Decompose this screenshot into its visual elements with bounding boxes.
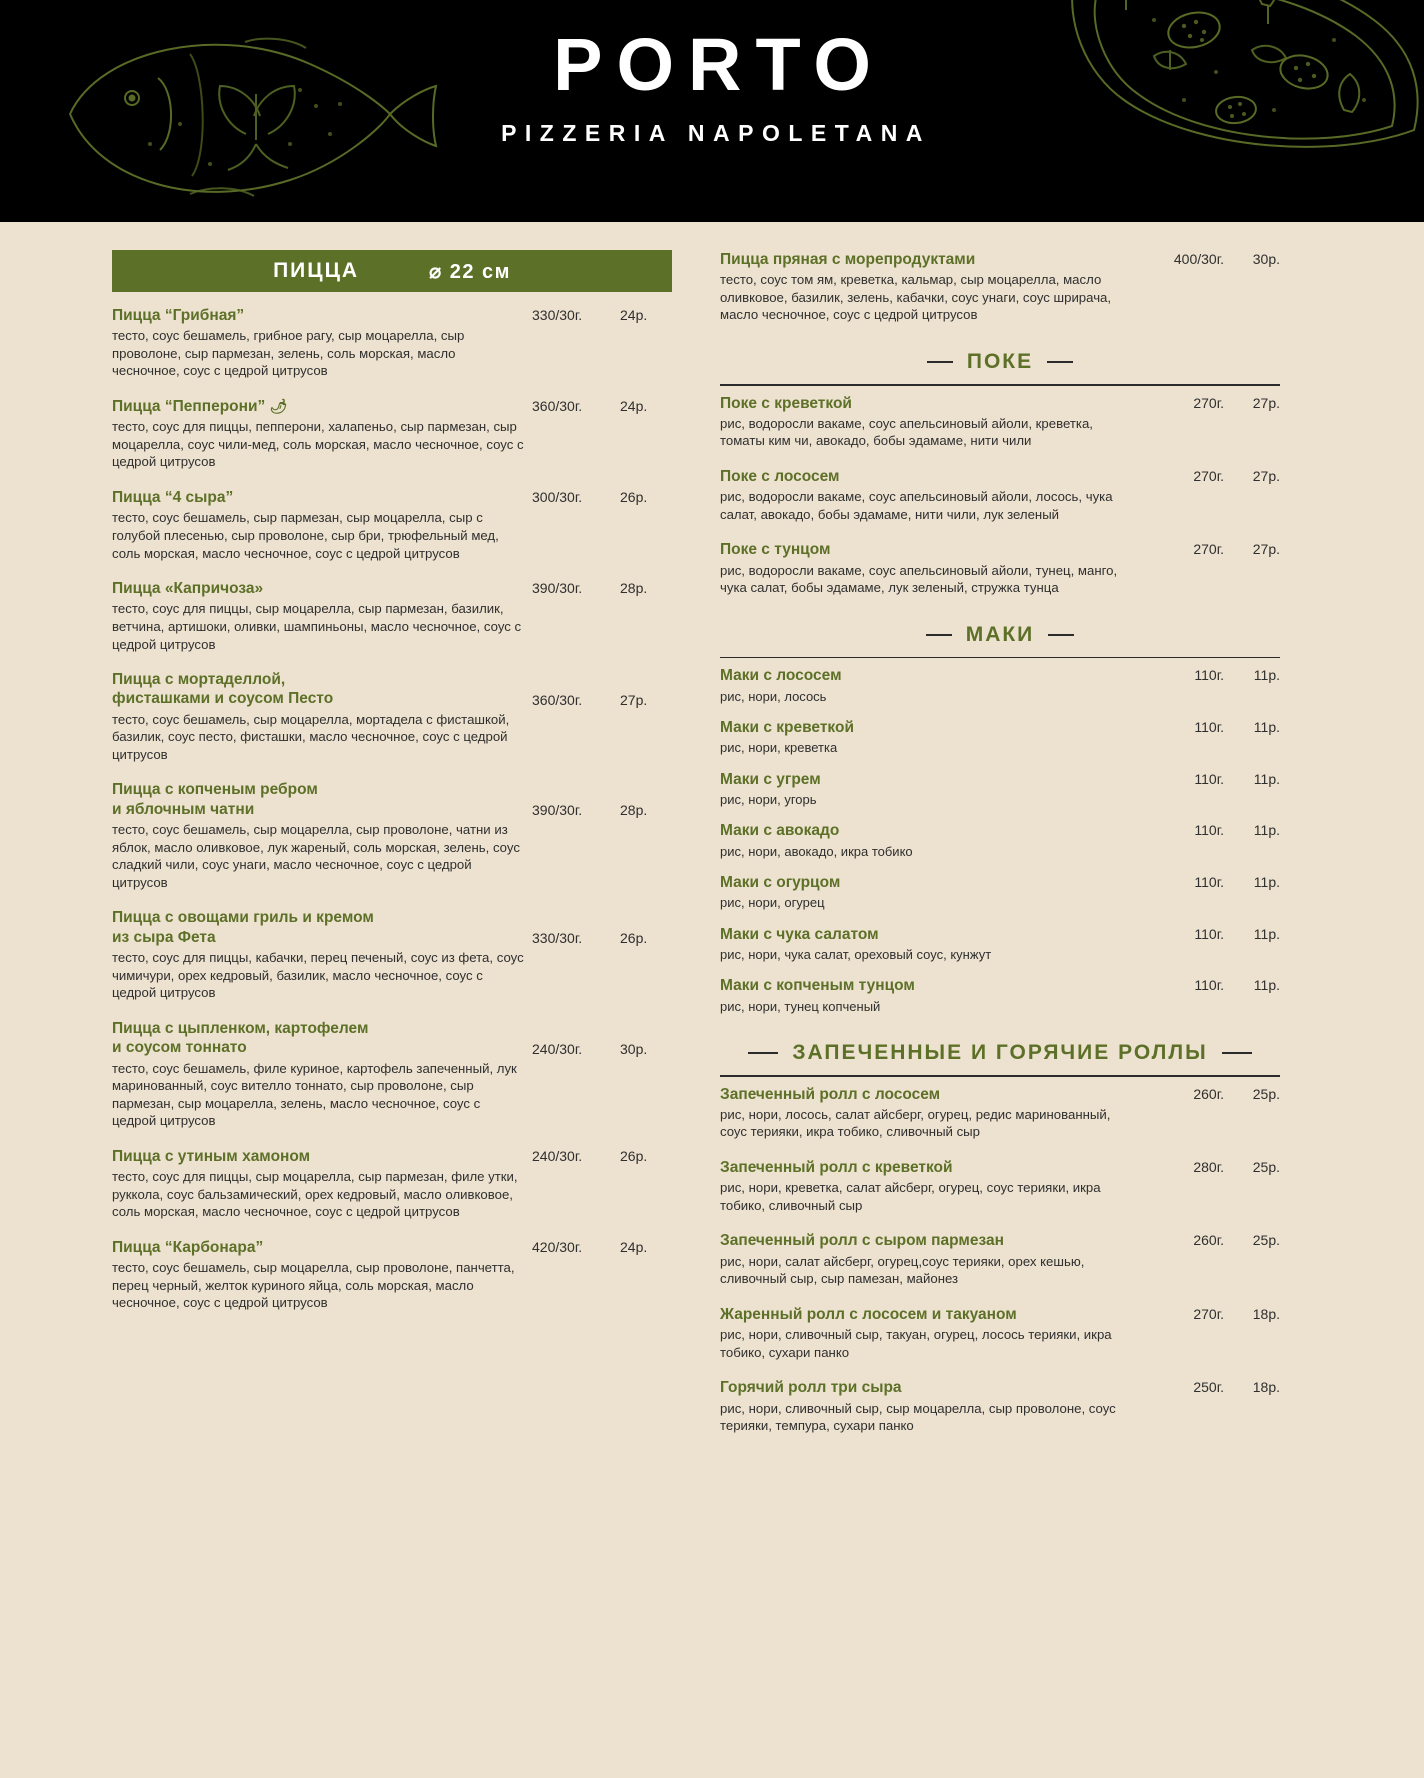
menu-item-price: 27р. [1252, 467, 1280, 484]
menu-item-name: Горячий ролл три сыра [720, 1379, 902, 1397]
menu-item-name: Поке с креветкой [720, 394, 852, 412]
menu-item-text [720, 1305, 1150, 1361]
menu-item-name: Пицца «Капричоза» [112, 580, 264, 598]
menu-item-text [720, 1231, 1150, 1287]
menu-item-description: тесто, соус бешамель, сыр пармезан, сыр моцарелла, сыр с голубой плесенью, сыр проволоне, сыр бри, трюфельный мед, соль морская, масло чесночное, соус с цедрой цитрусов [112, 510, 499, 561]
menu-item-weight: 270г. [1193, 467, 1224, 484]
menu-item [720, 1378, 1280, 1434]
section-rule-right [1047, 361, 1073, 363]
menu-item-text [112, 908, 532, 1001]
menu-item-description: тесто, соус бешамель, грибное рагу, сыр моцарелла, сыр проволоне, сыр пармезан, зелень, соль морская, масло чесночное, соус с цедрой цитрусов [112, 328, 465, 379]
menu-item [720, 1085, 1280, 1141]
menu-item [720, 873, 1280, 912]
menu-item [720, 666, 1280, 705]
menu-item [112, 780, 672, 891]
menu-item [112, 579, 672, 653]
menu-item-description: рис, нори, салат айсберг, огурец,соус терияки, орех кешью, сливочный сыр, сыр памезан, майонез [720, 1253, 1085, 1287]
menu-item-description: рис, нори, тунец копченый [720, 998, 881, 1014]
menu-item-name: Пицца с цыпленком, картофелем и соусом тоннато [112, 1019, 369, 1057]
menu-item-name: Поке с лососем [720, 467, 840, 485]
menu-item-text [720, 467, 1150, 523]
menu-item-weight: 280г. [1193, 1158, 1224, 1175]
menu-item-price: 28р. [620, 580, 648, 597]
menu-item [720, 925, 1280, 964]
spicy-pepper-icon: 🌶 [269, 398, 288, 415]
menu-item-text [720, 540, 1150, 596]
menu-item-text [112, 1019, 532, 1130]
menu-item-description: рис, нори, авокадо, икра тобико [720, 843, 913, 859]
menu-item-price: 11р. [1253, 719, 1280, 736]
menu-item-weight: 270г. [1193, 541, 1224, 558]
brand-block [0, 23, 1424, 147]
menu-item-text [720, 718, 1150, 757]
menu-item-price: 24р. [620, 398, 648, 415]
menu-item-weight: 110г. [1194, 822, 1224, 839]
menu-item-text [720, 873, 1150, 912]
menu-item [112, 1019, 672, 1130]
menu-item [720, 976, 1280, 1015]
menu-item [112, 1147, 672, 1221]
menu-item-price: 11р. [1253, 822, 1280, 839]
menu-item-price: 25р. [1252, 1085, 1280, 1102]
right-column [720, 250, 1280, 1778]
menu-item-text [720, 821, 1150, 860]
menu-item-text [720, 976, 1150, 1015]
menu-item-name: Маки с лососем [720, 667, 842, 685]
menu-item [112, 306, 672, 380]
menu-item-weight: 110г. [1194, 874, 1224, 891]
menu-item-text [112, 1238, 532, 1312]
menu-item-description: рис, водоросли вакаме, соус апельсиновый айоли, лосось, чука салат, авокадо, бобы эдамаме, нити чили, лук зеленый [720, 489, 1113, 522]
menu-item-description: рис, нори, чука салат, ореховый соус, кунжут [720, 947, 992, 963]
menu-item-price: 24р. [620, 307, 648, 323]
menu-item [720, 1158, 1280, 1214]
menu-item-weight: 260г. [1193, 1232, 1224, 1249]
menu-content [0, 222, 1424, 1778]
menu-item-description: рис, нори, огурец [720, 895, 825, 911]
section-divider [720, 384, 1280, 386]
menu-item-text [112, 670, 532, 763]
menu-item-price: 27р. [1252, 541, 1280, 558]
menu-header [0, 0, 1424, 222]
menu-item-weight: 110г. [1194, 925, 1224, 942]
menu-item-price: 11р. [1253, 977, 1280, 994]
menu-item-price: 11р. [1253, 667, 1280, 684]
menu-item-name: Маки с огурцом [720, 874, 841, 892]
menu-item-description: тесто, соус для пиццы, сыр моцарелла, сыр пармезан, филе утки, руккола, соус бальзамический, орех кедровый, масло оливковое, соль морская, масло чесночное, соус с цедрой цитрусов [112, 1169, 518, 1220]
section-header [720, 350, 1280, 374]
menu-item-weight: 240/30г. [532, 1040, 583, 1057]
menu-item-weight: 270г. [1193, 1305, 1224, 1322]
menu-item [720, 540, 1280, 596]
menu-item-text [720, 770, 1150, 809]
left-column [112, 250, 672, 1778]
menu-item-weight: 330/30г. [532, 307, 583, 323]
menu-item-text [720, 1378, 1150, 1434]
menu-item [112, 488, 672, 562]
menu-item [720, 770, 1280, 809]
section-title: МАКИ [965, 622, 1035, 646]
menu-item-name: Маки с копченым тунцом [720, 977, 915, 995]
brand-subtitle: PIZZERIA NAPOLETANA [501, 120, 931, 146]
menu-item [112, 1238, 672, 1312]
menu-item-text [720, 666, 1150, 705]
menu-item-text [112, 1147, 532, 1221]
menu-item-description: тесто, соус бешамель, сыр моцарелла, мортадела с фисташкой, базилик, соус песто, фисташки, масло чесночное, соус с цедрой цитрусов [112, 711, 510, 762]
menu-item-text [720, 925, 1150, 964]
menu-item-weight: 330/30г. [532, 930, 583, 947]
section-rule-left [927, 361, 953, 363]
menu-item-weight: 420/30г. [532, 1238, 583, 1255]
menu-item-name: Пицца “Карбонара” [112, 1238, 264, 1256]
menu-item-weight: 110г. [1194, 667, 1224, 684]
menu-item-description: рис, водоросли вакаме, соус апельсиновый айоли, креветка, томаты ким чи, авокадо, бобы эдамаме, нити чили [720, 415, 1093, 449]
menu-item-weight: 240/30г. [532, 1147, 583, 1164]
menu-item-price: 25р. [1252, 1158, 1280, 1175]
menu-item-weight: 110г. [1194, 770, 1224, 787]
menu-item-description: рис, нори, лосось [720, 688, 827, 704]
pizza-size-label: ⌀ 22 см [429, 260, 511, 283]
section-header [720, 623, 1280, 647]
menu-item-weight: 300/30г. [532, 489, 583, 506]
menu-item-weight: 360/30г. [532, 398, 583, 415]
menu-item-price: 27р. [1252, 394, 1280, 411]
menu-item-weight: 400/30г. [1173, 251, 1224, 267]
menu-item-weight: 360/30г. [532, 692, 583, 709]
menu-item-text [720, 1085, 1150, 1141]
section-title: ЗАПЕЧЕННЫЕ И ГОРЯЧИЕ РОЛЛЫ [792, 1041, 1208, 1065]
menu-item [720, 250, 1280, 324]
menu-item-name: Жаренный ролл с лососем и такуаном [720, 1305, 1017, 1323]
menu-item-description: рис, нори, сливочный сыр, сыр моцарелла, сыр проволоне, соус терияки, темпура, сухари панко [720, 1400, 1116, 1434]
menu-item-description: рис, нори, угорь [720, 792, 817, 808]
pizza-item-list [112, 306, 672, 1312]
menu-item-name: Пицца “4 сыра” [112, 489, 234, 507]
menu-item-description: тесто, соус для пиццы, сыр моцарелла, сыр пармезан, базилик, ветчина, артишоки, оливки, шампиньоны, масло чесночное, соус с цедрой цитрусов [112, 601, 522, 652]
section-rule-right [1048, 634, 1074, 636]
menu-item-price: 25р. [1252, 1232, 1280, 1249]
pizza-section-title: ПИЦЦА [273, 259, 360, 282]
menu-item-description: тесто, соус бешамель, сыр моцарелла, сыр проволоне, чатни из яблок, масло оливковое, лук жареный, соль морская, зелень, соус сладкий чили, соус унаги, масло чесночное, соус с цедрой цитрусов [112, 822, 520, 890]
menu-item-price: 30р. [1252, 251, 1280, 267]
right-sections [720, 350, 1280, 1435]
menu-item-name: Пицца пряная с морепродуктами [720, 251, 976, 268]
menu-item-text [112, 397, 532, 471]
menu-item-price: 11р. [1253, 925, 1280, 942]
menu-item-name: Поке с тунцом [720, 541, 831, 559]
menu-item-name: Маки с авокадо [720, 822, 840, 840]
menu-item-description: рис, нори, сливочный сыр, такуан, огурец, лосось терияки, икра тобико, сухари панко [720, 1327, 1112, 1360]
menu-item-price: 26р. [620, 1147, 648, 1164]
menu-item-name: Маки с чука салатом [720, 925, 879, 943]
menu-item-name: Запеченный ролл с креветкой [720, 1158, 953, 1176]
pizza-section-banner [112, 250, 672, 292]
section-divider [720, 1075, 1280, 1077]
menu-item-price: 26р. [620, 489, 648, 506]
menu-item-name: Пицца с копченым ребром и яблочным чатни [112, 781, 318, 818]
menu-item-weight: 260г. [1193, 1085, 1224, 1102]
menu-item-weight: 110г. [1194, 719, 1224, 736]
menu-item-text [112, 780, 532, 891]
menu-item-description: тесто, соус том ям, креветка, кальмар, сыр моцарелла, масло оливковое, базилик, зелень, кабачки, соус унаги, соус шрирача, масло чесночное, соус с цедрой цитрусов [720, 272, 1112, 323]
section-title: ПОКЕ [966, 350, 1034, 374]
menu-item-price: 11р. [1253, 770, 1280, 787]
menu-item-text [112, 579, 532, 653]
menu-item [112, 670, 672, 763]
pizza-seafood-item [720, 250, 1280, 324]
menu-item-description: рис, нори, креветка, салат айсберг, огурец, соус терияки, икра тобико, сливочный сыр [720, 1180, 1101, 1213]
menu-item-name: Запеченный ролл с сыром пармезан [720, 1232, 1004, 1250]
menu-item-description: тесто, соус для пиццы, пепперони, халапеньо, сыр пармезан, сыр моцарелла, соус чили-мед, соль морская, масло чесночное, соус с цедрой цитрусов [112, 419, 524, 470]
menu-item-text [720, 394, 1150, 450]
menu-item-name: Маки с угрем [720, 770, 821, 788]
menu-item [720, 821, 1280, 860]
section-divider [720, 657, 1280, 659]
menu-item-description: тесто, соус для пиццы, кабачки, перец печеный, соус из фета, соус чимичури, орех кедровый, базилик, масло чесночное, соус с цедрой цитрусов [112, 950, 524, 1001]
menu-item-description: тесто, соус бешамель, филе куриное, картофель запеченный, лук маринованный, соус вителло тоннато, сыр проволоне, сыр пармезан, сыр моцарелла, зелень, масло чесночное, соус с цедрой цитрусов [112, 1060, 517, 1129]
menu-item-price: 24р. [620, 1238, 648, 1255]
menu-item [112, 908, 672, 1001]
menu-item-price: 28р. [620, 802, 648, 819]
menu-item-text [112, 306, 532, 380]
menu-item-name: Запеченный ролл с лососем [720, 1085, 941, 1103]
menu-item [112, 397, 672, 471]
menu-item-weight: 270г. [1193, 394, 1224, 411]
menu-item-description: тесто, соус бешамель, сыр моцарелла, сыр проволоне, панчетта, перец черный, желток куриного яйца, соль морская, масло чесночное, соус с цедрой цитрусов [112, 1260, 515, 1311]
menu-item-name: Пицца с мортаделлой, фисташками и соусом Песто [112, 671, 334, 708]
menu-item-name: Пицца “Пепперони” 🌶 [112, 398, 288, 416]
menu-item-price: 11р. [1253, 874, 1280, 891]
menu-item-text [720, 1158, 1150, 1214]
menu-item-weight: 110г. [1194, 977, 1224, 994]
menu-item [720, 718, 1280, 757]
section-rule-left [926, 634, 952, 636]
menu-item-description: рис, нори, креветка [720, 740, 838, 756]
menu-item [720, 1231, 1280, 1287]
section-rule-left [748, 1052, 778, 1054]
menu-item-name: Пицца с утиным хамоном [112, 1147, 311, 1165]
menu-item-price: 18р. [1252, 1305, 1280, 1322]
menu-item-description: рис, водоросли вакаме, соус апельсиновый айоли, тунец, манго, чука салат, бобы эдамаме, лук зеленый, стружка тунца [720, 562, 1118, 596]
menu-item-name: Пицца “Грибная” [112, 307, 245, 324]
menu-item-weight: 250г. [1193, 1379, 1224, 1396]
menu-item-name: Пицца с овощами гриль и кремом из сыра Фета [112, 909, 374, 946]
menu-item-price: 30р. [620, 1040, 648, 1057]
menu-item-price: 26р. [620, 930, 648, 947]
menu-item [720, 394, 1280, 450]
brand-title: PORTO [553, 23, 885, 106]
menu-item-text [720, 250, 1150, 324]
menu-item-weight: 390/30г. [532, 580, 583, 597]
menu-item-text [112, 488, 532, 562]
menu-item-price: 18р. [1252, 1379, 1280, 1396]
menu-item-name: Маки с креветкой [720, 719, 854, 737]
menu-item-description: рис, нори, лосось, салат айсберг, огурец, редис маринованный, соус терияки, икра тобико, сливочный сыр [720, 1106, 1111, 1140]
menu-item [720, 467, 1280, 523]
menu-item-price: 27р. [620, 692, 648, 709]
menu-item [720, 1305, 1280, 1361]
menu-item-weight: 390/30г. [532, 802, 583, 819]
section-rule-right [1222, 1052, 1252, 1054]
section-header [720, 1041, 1280, 1065]
